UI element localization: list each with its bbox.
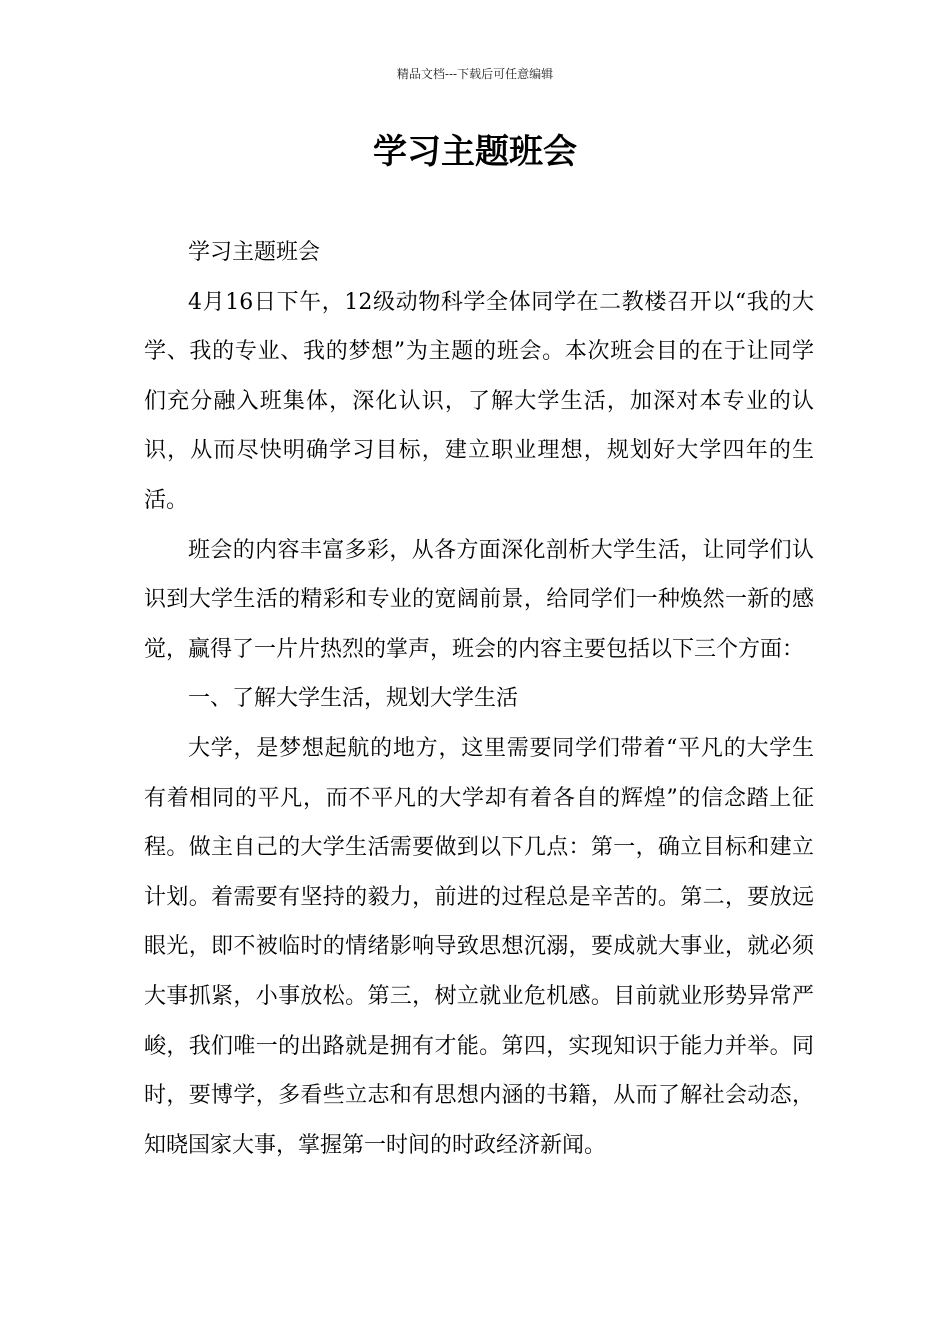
paragraph-section-1: 大学，是梦想起航的地方，这里需要同学们带着“平凡的大学生有着相同的平凡，而不平凡的大学却有着各自的辉煌”的信念踏上征程。做主自己的大学生活需要做到以下几点：第一，确立目标和建立计划。着需要有坚持的毅力，前进的过程总是辛苦的。第二，要放远眼光，即不被临时的情绪影响导致思想沉溺，要成就大事业，就必须大事抓紧，小事放松。第三，树立就业危机感。目前就业形势异常严峻，我们唯一的出路就是拥有才能。第四，实现知识于能力并举。同时，要博学，多看些立志和有思想内涵的书籍，从而了解社会动态，知晓国家大事，掌握第一时间的时政经济新闻。	[144, 735, 814, 1158]
section-heading-1: 一、了解大学生活，规划大学生活	[188, 686, 519, 712]
paragraph-subtitle: 学习主题班会	[188, 240, 321, 265]
document-body	[144, 228, 814, 1170]
document-title: 学习主题班会	[373, 132, 577, 172]
paragraph-intro: 4月16日下午，12级动物科学全体同学在二教楼召开以“我的大学、我的专业、我的梦想”为主题的班会。本次班会目的在于让同学们充分融入班集体，深化认识，了解大学生活，加深对本专业的认识，从而尽快明确学习目标，建立职业理想，规划好大学四年的生活。	[144, 289, 814, 513]
paragraph-content-overview: 班会的内容丰富多彩，从各方面深化剖析大学生活，让同学们认识到大学生活的精彩和专业的宽阔前景，给同学们一种焕然一新的感觉，赢得了一片片热烈的掌声，班会的内容主要包括以下三个方面：	[144, 537, 814, 662]
page-header: 精品文档---下载后可任意编辑	[396, 67, 554, 81]
